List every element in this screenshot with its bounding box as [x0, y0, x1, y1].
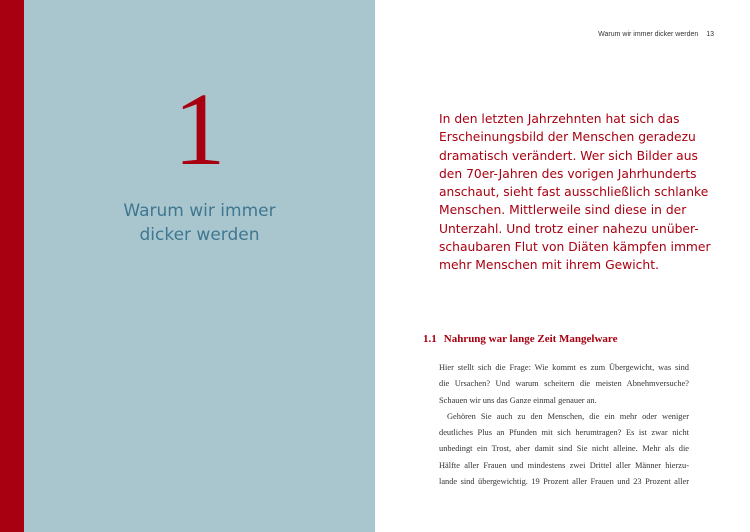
section-number: 1.1 [423, 333, 437, 345]
intro-line: Unterzahl. Und trotz einer nahezu unüber- [439, 221, 699, 236]
intro-line: anschaut, sieht fast ausschließlich schlanke [439, 185, 709, 200]
body-line: Schauen wir uns das Ganze einmal genauer an. [439, 395, 597, 405]
chapter-opener-page [24, 0, 375, 532]
intro-line: Erscheinungsbild der Menschen geradezu [439, 130, 696, 145]
intro-line: mehr Menschen mit ihrem Gewicht. [439, 258, 659, 273]
body-line: unbedingt ein Trost, aber damit sind Sie nicht alleine. Mehr als die [439, 444, 689, 454]
intro-line: Menschen. Mittlerweile sind diese in der [439, 203, 687, 218]
body-line: Hier stellt sich die Frage: Wie kommt es zum Übergewicht, was sind [439, 363, 689, 372]
page-number: 13 [706, 31, 714, 38]
intro-line: schaubaren Flut von Diäten kämpfen immer [439, 240, 711, 255]
chapter-title [24, 199, 375, 247]
body-line: Hälfte aller Frauen und mindestens zwei Drittel aller Männer hierzu- [439, 460, 689, 470]
text-page [375, 0, 750, 532]
intro-line: In den letzten Jahrzehnten hat sich das [439, 112, 680, 126]
chapter-number: 1 [173, 72, 226, 187]
running-head-title: Warum wir immer dicker werden [598, 31, 699, 38]
chapter-intro [439, 110, 711, 275]
chapter-title-line: dicker werden [139, 225, 260, 245]
body-line: lande sind übergewichtig. 19 Prozent aller Frauen und 23 Prozent aller [439, 477, 689, 487]
body-line: die Ursachen? Und warum scheitern die meisten Abnehmversuche? [439, 379, 689, 389]
body-line: deutliches Plus an Pfunden mit sich herumtragen? Es ist zwar nicht [439, 428, 689, 438]
chapter-title-line: Warum wir immer [123, 201, 276, 221]
intro-line: den 70er-Jahren des vorigen Jahrhunderts [439, 166, 697, 181]
running-head [598, 31, 714, 38]
body-text [439, 360, 689, 490]
section-title: Nahrung war lange Zeit Mangelware [443, 333, 618, 345]
section-heading [423, 333, 618, 345]
chapter-color-bar [0, 0, 24, 532]
body-line: Gehören Sie auch zu den Menschen, die ein mehr oder weniger [447, 411, 689, 421]
intro-line: dramatisch verändert. Wer sich Bilder aus [439, 148, 698, 163]
